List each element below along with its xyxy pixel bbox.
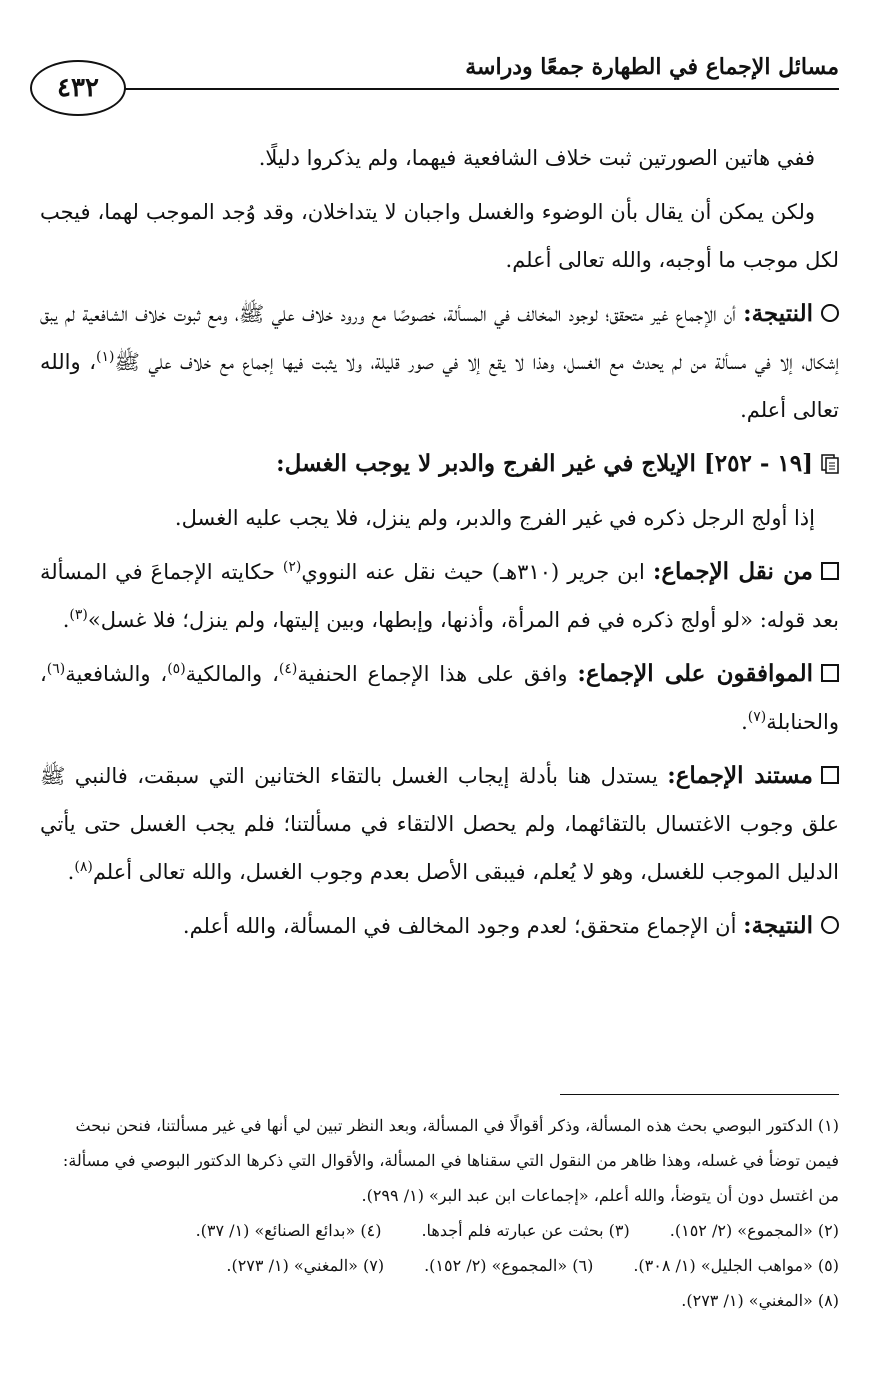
running-title: مسائل الإجماع في الطهارة جمعًا ودراسة xyxy=(465,54,839,80)
paragraph: إذا أولج الرجل ذكره في غير الفرج والدبر، ولم ينزل، فلا يجب عليه الغسل. xyxy=(174,506,815,530)
square-bullet-icon xyxy=(821,562,839,580)
section-heading xyxy=(40,440,839,488)
footnote-ref: (٣) xyxy=(69,607,88,623)
footnote: (٤) «بدائع الصنائع» (١/ ٣٧). xyxy=(195,1221,382,1240)
square-bullet-icon xyxy=(821,664,839,682)
basis-paragraph xyxy=(40,752,839,896)
footnote: (٣) بحثت عن عبارته فلم أجدها. xyxy=(421,1221,630,1240)
page-header xyxy=(30,40,839,110)
footnote-row xyxy=(40,1248,839,1283)
basis-text: . xyxy=(67,860,75,884)
footnote: (٧) «المغني» (١/ ٢٧٣). xyxy=(226,1256,385,1275)
paragraph: ففي هاتين الصورتين ثبت خلاف الشافعية فيهما، ولم يذكروا دليلًا. xyxy=(258,146,815,170)
result-label: النتيجة: xyxy=(743,912,813,939)
agreers-paragraph xyxy=(40,650,839,746)
result-text: أن الإجماع متحقق؛ لعدم وجود المخالف في المسألة، والله أعلم. xyxy=(182,914,737,938)
footnote: (٦) «المجموع» (٢/ ١٥٢). xyxy=(424,1256,594,1275)
transmitters-text: حكايته الإجماعَ في المسألة بعد قوله: «لو أولج ذكره في فم المرأة، وأذنها، وإبطها، وبين إليتها، ولم ينزل؛ فلا غسل» xyxy=(40,560,839,632)
paragraph: ولكن يمكن أن يقال بأن الوضوء والغسل واجبان لا يتداخلان، وقد وُجد الموجب لهما، فيجب لكل موجب ما أوجبه، والله تعالى أعلم. xyxy=(40,200,839,272)
basis-text: يستدل هنا بأدلة إيجاب الغسل بالتقاء الختانين التي سبقت، فالنبي ﷺ علق وجوب الاغتسال بالتقائهما، ولم يحصل الالتقاء في مسألتنا؛ فلم يجب الغسل حتى يأتي الدليل الموجب للغسل، وهو لا يُعلم، فيبقى الأصل بعدم وجوب الغسل، والله تعالى أعلم xyxy=(40,764,839,884)
page-number: ٤٣٢ xyxy=(57,73,99,103)
square-bullet-icon xyxy=(821,766,839,784)
circle-bullet-icon xyxy=(821,916,839,934)
footnote-ref: (٤) xyxy=(278,661,298,677)
footnote: (١) الدكتور البوصي بحث هذه المسألة، وذكر أقوالًا في المسألة، وبعد النظر تبين لي أنها في غير مسألتنا، فنحن نبحث فيمن توضأ في غسله، وهذا ظاهر من النقول التي سقناها في المسألة، والأقوال التي ذكرها الدكتور البوصي في مسألة: من اغتسل دون أن يتوضأ، والله أعلم، «إجماعات ابن عبد البر» (١/ ٢٩٩). xyxy=(62,1116,839,1205)
footnote-ref: (٥) xyxy=(167,661,186,677)
result-paragraph xyxy=(40,290,839,434)
footnotes xyxy=(40,1108,839,1318)
footnote-ref: (١) xyxy=(95,349,115,365)
main-text xyxy=(40,134,839,956)
agreers-text: وافق على هذا الإجماع الحنفية xyxy=(297,662,568,686)
footnote-ref: (٨) xyxy=(74,859,93,875)
footnote-ref: (٧) xyxy=(747,709,767,725)
footnote-ref: (٢) xyxy=(282,559,302,575)
transmitters-paragraph xyxy=(40,548,839,644)
document-icon xyxy=(821,454,839,474)
circle-bullet-icon xyxy=(821,304,839,322)
agreers-text: . xyxy=(741,710,748,734)
result-paragraph xyxy=(40,902,839,950)
header-rule xyxy=(120,88,839,90)
agreers-label: الموافقون على الإجماع: xyxy=(577,660,813,687)
page-number-badge xyxy=(30,60,126,116)
result-text: أن الإجماع غير متحقق؛ لوجود المخالف في المسألة، خصوصًا مع ورود خلاف علي ﷺ، ومع ثبوت خلاف الشافعية لم يبق إشكال، إلا في مسألة من لم يحدث مع الغسل، وهذا لا يقع إلا في صور قليلة، ولا يثبت فيها إجماع مع خلاف علي ﷺ xyxy=(40,302,839,374)
result-label: النتيجة: xyxy=(743,300,813,327)
transmitters-text: ابن جرير (٣١٠هـ) حيث نقل عنه النووي xyxy=(301,560,645,584)
footnote-ref: (٦) xyxy=(46,661,66,677)
footnote-separator xyxy=(560,1094,839,1095)
footnote: (٢) «المجموع» (٢/ ١٥٢). xyxy=(669,1221,839,1240)
footnote-row xyxy=(40,1213,839,1248)
footnote: (٨) «المغني» (١/ ٢٧٣). xyxy=(681,1291,839,1310)
result-text: ، والله تعالى أعلم. xyxy=(40,350,839,422)
section-heading-text: [١٩ - ٢٥٢] الإيلاج في غير الفرج والدبر لا يوجب الغسل: xyxy=(276,450,813,477)
basis-label: مستند الإجماع: xyxy=(667,762,814,789)
footnote: (٥) «مواهب الجليل» (١/ ٣٠٨). xyxy=(633,1256,839,1275)
agreers-text: ، والحنابلة xyxy=(40,662,839,734)
agreers-text: ، والمالكية xyxy=(185,662,279,686)
transmitters-text: . xyxy=(62,608,70,632)
transmitters-label: من نقل الإجماع: xyxy=(652,558,813,585)
agreers-text: ، والشافعية xyxy=(65,662,168,686)
